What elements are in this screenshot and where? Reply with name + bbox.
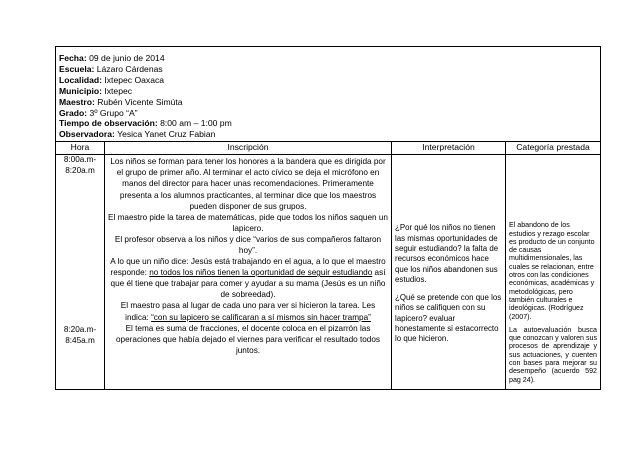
header-info — [56, 47, 601, 142]
observadora-line: Observadora: Yesica Yanet Cruz Fabian — [59, 129, 216, 140]
interpretacion-cell — [392, 155, 506, 390]
table-row — [56, 155, 601, 390]
insc-p3: El profesor observa a los niños y dice “varios de sus compañeros faltaron hoy”. — [114, 234, 382, 255]
col-categoria: Categoría prestada — [506, 142, 601, 155]
municipio-line: Municipio: Ixtepec — [59, 85, 133, 96]
categoria-cell — [506, 155, 601, 390]
hora-2: 8:20a.m-8:45a.m — [63, 325, 97, 345]
col-inscripcion: Inscripción — [105, 142, 392, 155]
insc-p6: El tema es suma de fracciones, el docente coloca en el pizarrón las operaciones que había dejado el viernes para verificar el resultado todos juntos. — [116, 323, 380, 355]
hora-1: 8:00a.m-8:20a.m — [63, 155, 97, 175]
hora-cell — [56, 155, 105, 390]
tiempo-line: Tiempo de observación: 8:00 am – 1:00 pm — [59, 118, 232, 129]
localidad-line: Localidad: Ixtepec Oaxaca — [59, 74, 165, 85]
observation-table — [55, 46, 601, 390]
interp-p2: ¿Qué se pretende con que los niños se califiquen con su lapicero? evaluar honestamente si estacorrecto lo que hicieron. — [395, 292, 502, 344]
column-header-row — [56, 142, 601, 155]
insc-p5: El maestro pasa al lugar de cada uno para ver si hicieron la tarea. Les indica: “con su lapicero se calificaran a sí mismos sin hacer trampa” — [120, 301, 376, 322]
escuela-line: Escuela: Lázaro Cárdenas — [59, 63, 163, 74]
col-interpretacion: Interpretación — [392, 142, 506, 155]
insc-p4: A lo que un niño dice: Jesús está trabajando en el agua, a lo que el maestro responde: no todos los niños tienen la oportunidad de seguir estudiando así que él tiene que trabajar para comer y ayudar a su mama (Jesús es un niño de sobreedad). — [110, 257, 386, 300]
grado-line: Grado: 3º Grupo “A” — [59, 107, 138, 118]
cat-p1: El abandono de los estudios y rezago escolar es producto de un conjunto de causas multidimensionales, las cuales se relacionan, entre otros con las condiciones económicas, académicas y metodológicas, pero también culturales e ideológicas. (Rodríguez (2007). — [509, 221, 595, 321]
insc-p2: El maestro pide la tarea de matemáticas, pide que todos los niños saquen un lapicero. — [108, 212, 388, 233]
col-hora: Hora — [56, 142, 105, 155]
cat-p2: La autoevaluación busca que conozcan y valoren sus procesos de aprendizaje y sus actuaciones, y cuenten con bases para mejorar su desempeño (acuerdo 592 pag 24). — [509, 325, 597, 384]
insc-p1: Los niños se forman para tener los honores a la bandera que es dirigida por el grupo de primer año. Al terminar el acto cívico se deja el micrófono en manos del director para hacer unas recomendaciones. Primeramente presenta a los alumnos practicantes, al terminar dice que los maestros pueden disponer de sus grupos. — [110, 157, 386, 211]
interp-p1: ¿Por qué los niños no tienen las mismas oportunidades de seguir estudiando? la falta de recursos económicos hace que los niños abandonen sus estudios. — [395, 223, 499, 285]
fecha-line: Fecha: 09 de junio de 2014 — [59, 53, 165, 63]
maestro-line: Maestro: Rubén Vicente Simúta — [59, 96, 183, 107]
inscripcion-cell — [105, 155, 392, 390]
